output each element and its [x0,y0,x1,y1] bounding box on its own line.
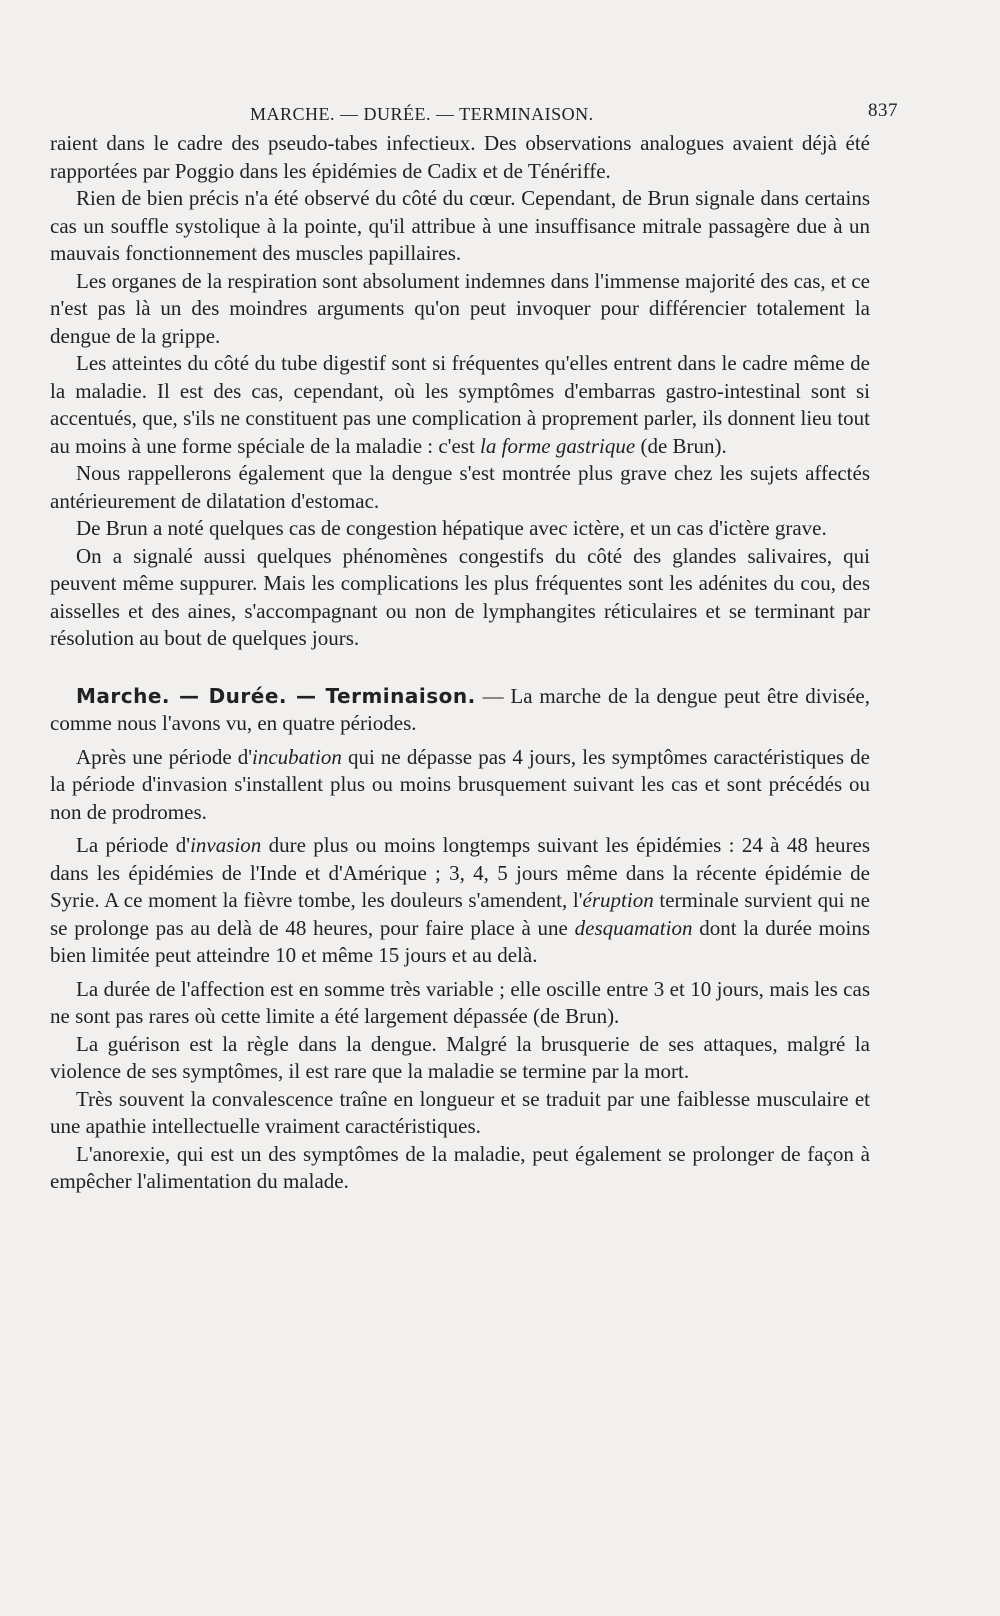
paragraph-9-start: Après une période d' [76,744,253,769]
running-title: MARCHE. — DURÉE. — TERMINAISON. [250,104,594,124]
paragraph-2: Rien de bien précis n'a été observé du côté du cœur. Cependant, de Brun signale dans certains cas un souffle systolique à la pointe, qu'il attribue à une insuffisance mitrale passagère due à un mauvais fonctionnement des muscles papillaires. [50,186,870,265]
paragraph-6: De Brun a noté quelques cas de congestion hépatique avec ictère, et un cas d'ictère grave. [76,516,827,540]
book-page [50,100,898,1196]
paragraph-4-end: (de Brun). [635,433,727,458]
paragraph-7: On a signalé aussi quelques phénomènes congestifs du côté des glandes salivaires, qui peuvent même suppurer. Mais les complications les plus fréquentes sont les adénites du cou, des aisselles et des aines, s'accompagnant ou non de lymphangites réticulaires et se terminant par résolution au bout de quelques jours. [50,543,870,650]
section-gap [50,653,870,683]
paragraph-8-text: — La marche de la dengue peut être divisée, comme nous l'avons vu, en quatre périodes. [50,683,870,735]
paragraph-10-d: dont la durée moins bien limitée peut atteindre 10 et même 15 jours et au delà. [50,915,870,967]
paragraph-4 [50,350,870,460]
section-heading: Marche. — Durée. — Terminaison. [76,683,476,708]
paragraph-10-a: La période d' [76,833,191,857]
paragraph-9 [50,744,870,827]
paragraph-4-text: Les atteintes du côté du tube digestif sont si fréquentes qu'elles entrent dans le cadre même de la maladie. Il est des cas, cependant, où les symptômes d'embarras gastro-intestinal sont si accentués, que, s'ils ne constituent pas une complication à proprement parler, ils donnent lieu tout au moins à une forme spéciale de la maladie : c'est [50,351,870,458]
body-text [50,130,870,1196]
paragraph-13: Très souvent la convalescence traîne en longueur et se traduit par une faiblesse musculaire et une apathie intellectuelle vraiment caractéristiques. [50,1086,870,1138]
running-head [50,100,898,130]
paragraph-10-italic-3: desquamation [574,915,693,940]
paragraph-10-italic-2: éruption [582,888,654,912]
paragraph-10-c: terminale survient qui ne se prolonge pas au delà de 48 heures, pour faire place à une [50,888,870,940]
paragraph-8 [50,683,870,738]
paragraph-9-italic: incubation [252,744,342,769]
paragraph-3: Les organes de la respiration sont absolument indemnes dans l'immense majorité des cas, et ce n'est pas là un des moindres arguments qu'on peut invoquer pour différencier totalement la dengue de la grippe. [50,268,870,348]
paragraph-10 [50,832,870,970]
paragraph-10-b: dure plus ou moins longtemps suivant les épidémies : 24 à 48 heures dans les épidémies de l'Inde et d'Amérique ; 3, 4, 5 jours même dans la récente épidémie de Syrie. A ce moment la fièvre tombe, les douleurs s'amendent, l' [50,833,870,912]
paragraph-1: raient dans le cadre des pseudo-tabes infectieux. Des observations analogues avaient déjà été rapportées par Poggio dans les épidémies de Cadix et de Ténériffe. [50,131,870,183]
paragraph-5: Nous rappellerons également que la dengue s'est montrée plus grave chez les sujets affectés antérieurement de dilatation d'estomac. [50,461,870,513]
paragraph-9-end: qui ne dépasse pas 4 jours, les symptômes caractéristiques de la période d'invasion s'installent plus ou moins brusquement suivant les cas et sont précédés ou non de prodromes. [50,744,870,824]
paragraph-11: La durée de l'affection est en somme très variable ; elle oscille entre 3 et 10 jours, mais les cas ne sont pas rares où cette limite a été largement dépassée (de Brun). [50,976,870,1028]
paragraph-4-italic: la forme gastrique [480,433,636,458]
paragraph-10-italic-1: invasion [190,833,262,857]
paragraph-14: L'anorexie, qui est un des symptômes de la maladie, peut également se prolonger de façon à empêcher l'alimentation du malade. [50,1141,870,1193]
page-number: 837 [868,100,898,121]
paragraph-12: La guérison est la règle dans la dengue. Malgré la brusquerie de ses attaques, malgré la violence de ses symptômes, il est rare que la maladie se termine par la mort. [50,1031,870,1083]
